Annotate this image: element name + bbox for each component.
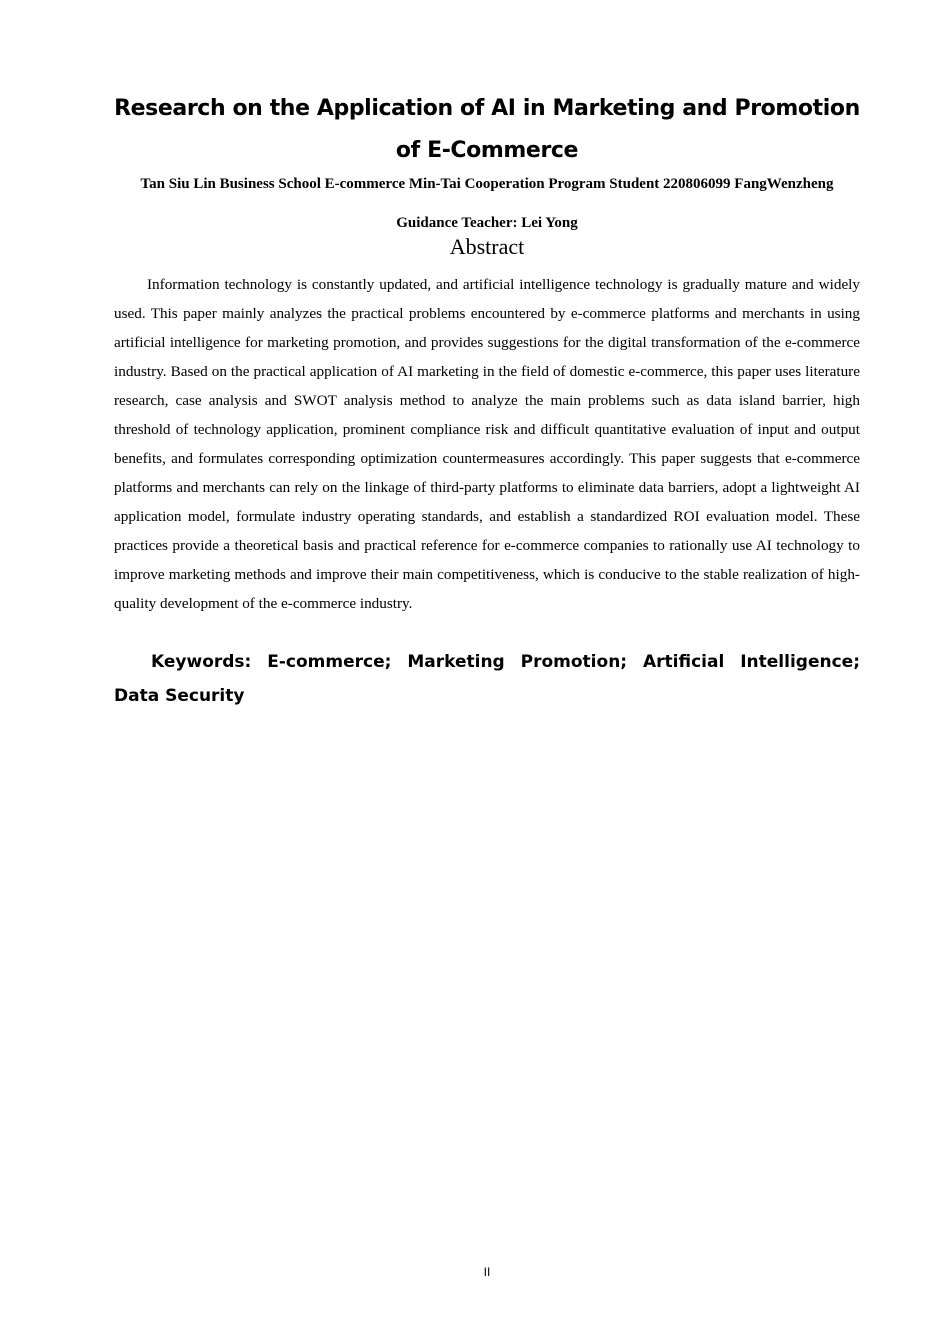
paper-title: Research on the Application of AI in Marketing and Promotion of E-Commerce [114,96,860,163]
page-number: II [483,1265,491,1279]
abstract-heading: Abstract [449,234,525,259]
guidance-teacher: Guidance Teacher: Lei Yong [396,215,578,231]
abstract-body: Information technology is constantly updated, and artificial intelligence technology is gradually mature and widely used. This paper mainly analyzes the practical problems encountered by e-commerce platforms and merchants in using artificial intelligence for marketing promotion, and provides suggestions for the digital transformation of the e-commerce industry. Based on the practical application of AI marketing in the field of domestic e-commerce, this paper uses literature research, case analysis and SWOT analysis method to analyze the main problems such as data island barrier, high threshold of technology application, prominent compliance risk and difficult quantitative evaluation of input and output benefits, and formulates corresponding optimization countermeasures accordingly. This paper suggests that e-commerce platforms and merchants can rely on the linkage of third-party platforms to eliminate data barriers, adopt a lightweight AI application model, formulate industry operating standards, and establish a standardized ROI evaluation model. These practices provide a theoretical basis and practical reference for e-commerce companies to rationally use AI technology to improve marketing methods and improve their main competitiveness, which is conducive to the stable realization of high-quality development of the e-commerce industry. [114,276,860,612]
author-affiliation: Tan Siu Lin Business School E-commerce Min-Tai Cooperation Program Student 220806099 FangWenzheng [140,176,834,192]
keywords: Keywords: E-commerce; Marketing Promotion; Artificial Intelligence; Data Security [114,652,860,706]
